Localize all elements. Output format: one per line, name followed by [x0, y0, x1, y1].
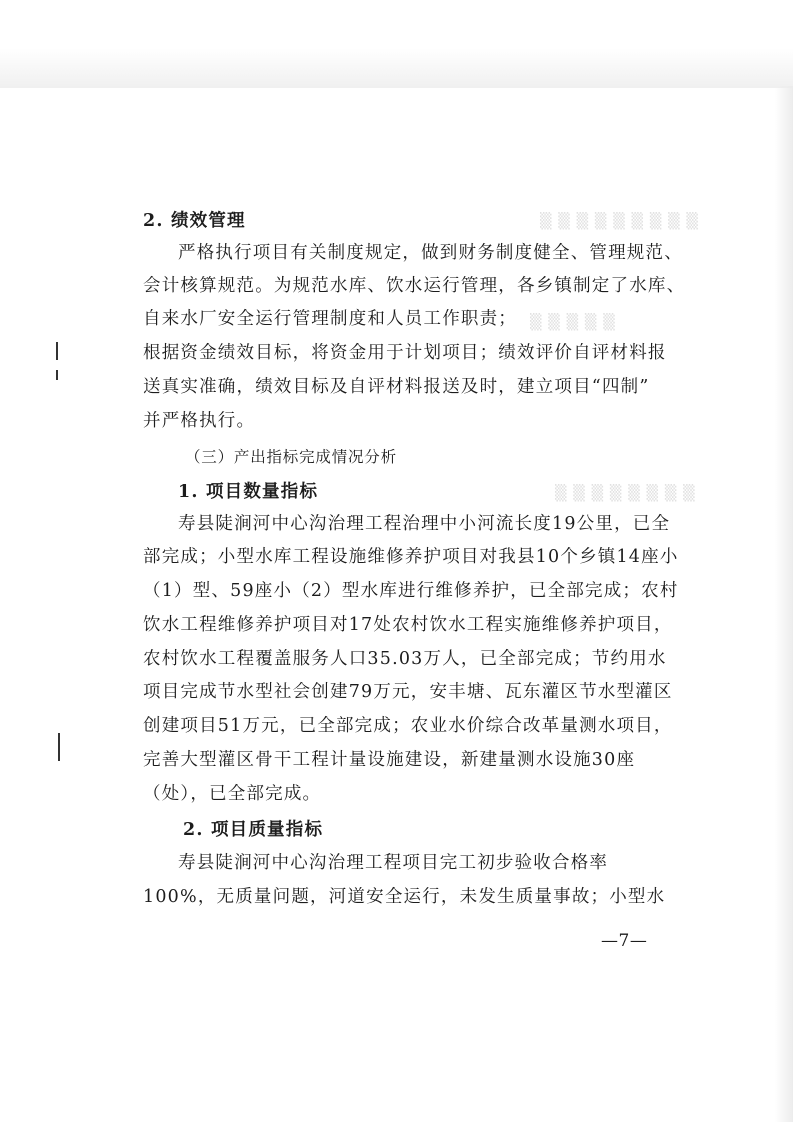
binding-mark: [56, 370, 58, 380]
paragraph-line: 会计核算规范。为规范水库、饮水运行管理，各乡镇制定了水库、: [143, 276, 686, 296]
scan-edge: [775, 86, 793, 1122]
paragraph-line: 饮水工程维修养护项目对17处农村饮水工程实施维修养护项目，: [143, 615, 673, 635]
section-heading-output: （三）产出指标完成情况分析: [185, 448, 397, 466]
paragraph-line: 自来水厂安全运行管理制度和人员工作职责；: [143, 309, 517, 329]
show-through-text: ▒ ▒ ▒ ▒ ▒ ▒ ▒ ▒ ▒: [540, 212, 699, 230]
paragraph-line: 送真实准确，绩效目标及自评材料报送及时，建立项目“四制”: [143, 377, 650, 397]
paragraph-line: 严格执行项目有关制度规定，做到财务制度健全、管理规范、: [178, 243, 683, 263]
paragraph-line: 农村饮水工程覆盖服务人口35.03万人，已全部完成；节约用水: [143, 649, 667, 669]
paragraph-line: 根据资金绩效目标，将资金用于计划项目；绩效评价自评材料报: [143, 343, 667, 363]
paragraph-line: 寿县陡涧河中心沟治理工程治理中小河流长度19公里，已全: [178, 514, 671, 534]
show-through-text: ▒ ▒ ▒ ▒ ▒ ▒ ▒ ▒: [555, 484, 696, 502]
subsection-heading-quality: 2. 项目质量指标: [183, 820, 324, 840]
paragraph-line: 部完成；小型水库工程设施维修养护项目对我县10个乡镇14座小: [143, 547, 679, 567]
scan-shadow: [0, 0, 793, 88]
paragraph-line: （处），已全部完成。: [143, 784, 322, 804]
paragraph-line: 创建项目51万元，已全部完成；农业水价综合改革量测水项目，: [143, 716, 673, 736]
paragraph-line: 寿县陡涧河中心沟治理工程项目完工初步验收合格率: [178, 853, 609, 873]
paragraph-line: 并严格执行。: [143, 411, 256, 431]
paragraph-line: 项目完成节水型社会创建79万元，安丰塘、瓦东灌区节水型灌区: [143, 682, 673, 702]
paragraph-line: （1）型、59座小（2）型水库进行维修养护，已全部完成；农村: [143, 581, 679, 601]
show-through-text: ▒ ▒ ▒ ▒ ▒: [530, 313, 616, 331]
section-heading-performance: 2. 绩效管理: [143, 211, 246, 231]
binding-mark: [56, 342, 58, 360]
page-number: —7—: [601, 931, 648, 951]
paragraph-line: 100%，无质量问题，河道安全运行，未发生质量事故；小型水: [143, 887, 666, 907]
binding-mark: [58, 733, 60, 761]
paragraph-line: 完善大型灌区骨干工程计量设施建设，新建量测水设施30座: [143, 750, 636, 770]
subsection-heading-quantity: 1. 项目数量指标: [178, 482, 319, 502]
